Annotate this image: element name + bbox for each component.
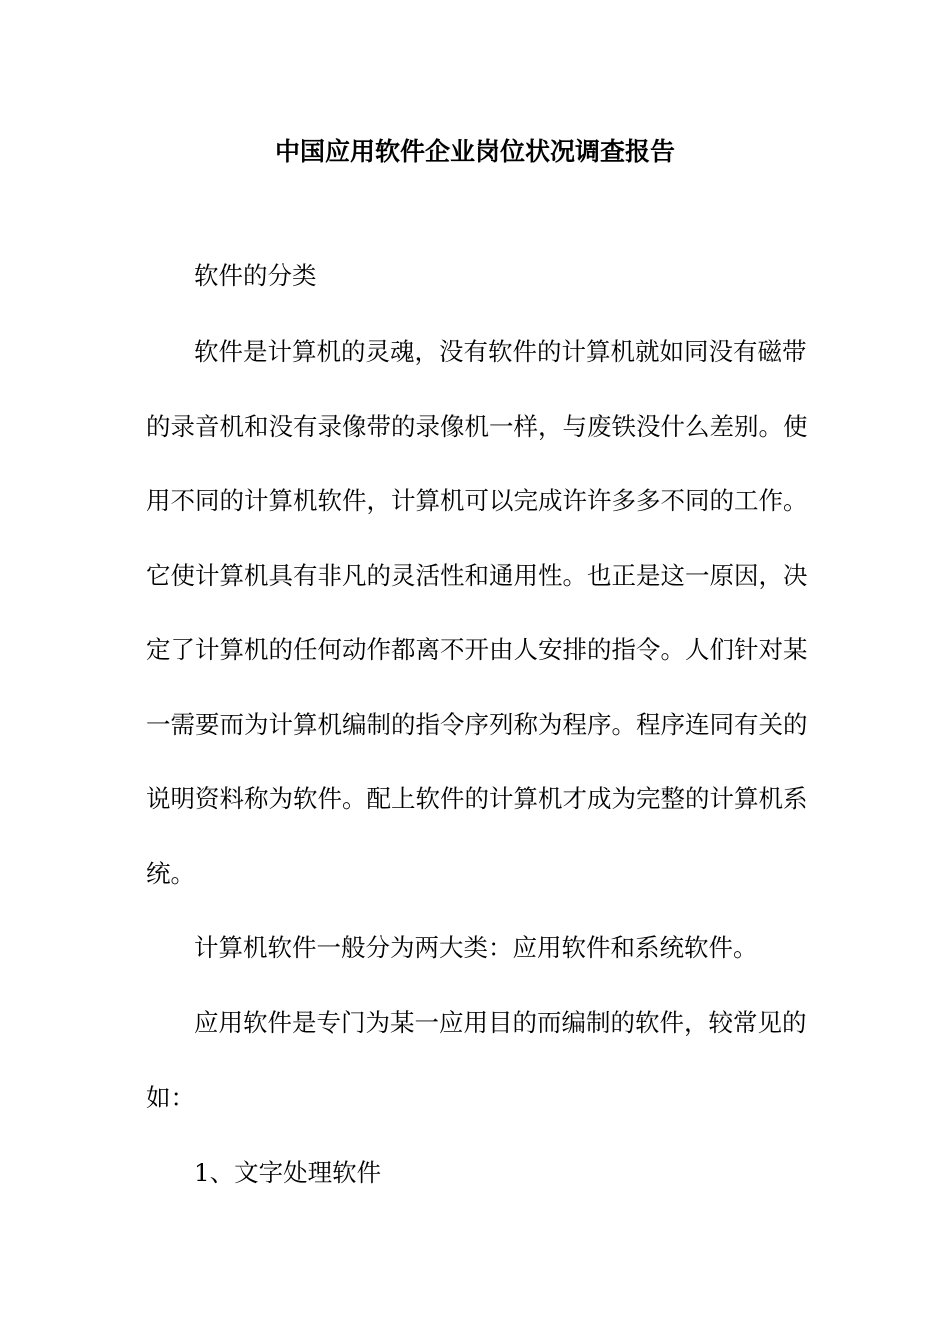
section-heading: 软件的分类 [194, 261, 317, 290]
document-title: 中国应用软件企业岗位状况调查报告 [274, 137, 675, 166]
list-item: 1、文字处理软件 [194, 1158, 382, 1187]
paragraph-line: 软件是计算机的灵魂，没有软件的计算机就如同没有磁带 [194, 337, 807, 366]
paragraph-line: 定了计算机的任何动作都离不开由人安排的指令。人们针对某 [146, 635, 808, 664]
paragraph-line: 的录音机和没有录像带的录像机一样，与废铁没什么差别。使 [146, 412, 808, 441]
paragraph-line: 统。 [146, 859, 195, 888]
paragraph-line: 一需要而为计算机编制的指令序列称为程序。程序连同有关的 [146, 710, 808, 739]
paragraph: 计算机软件一般分为两大类：应用软件和系统软件。 [194, 933, 758, 962]
paragraph-line: 用不同的计算机软件，计算机可以完成许许多多不同的工作。 [146, 486, 808, 515]
paragraph-line: 它使计算机具有非凡的灵活性和通用性。也正是这一原因，决 [146, 561, 808, 590]
paragraph-line: 说明资料称为软件。配上软件的计算机才成为完整的计算机系 [146, 784, 808, 813]
paragraph-line: 如： [146, 1083, 195, 1112]
paragraph-line: 应用软件是专门为某一应用目的而编制的软件，较常见的 [194, 1008, 807, 1037]
